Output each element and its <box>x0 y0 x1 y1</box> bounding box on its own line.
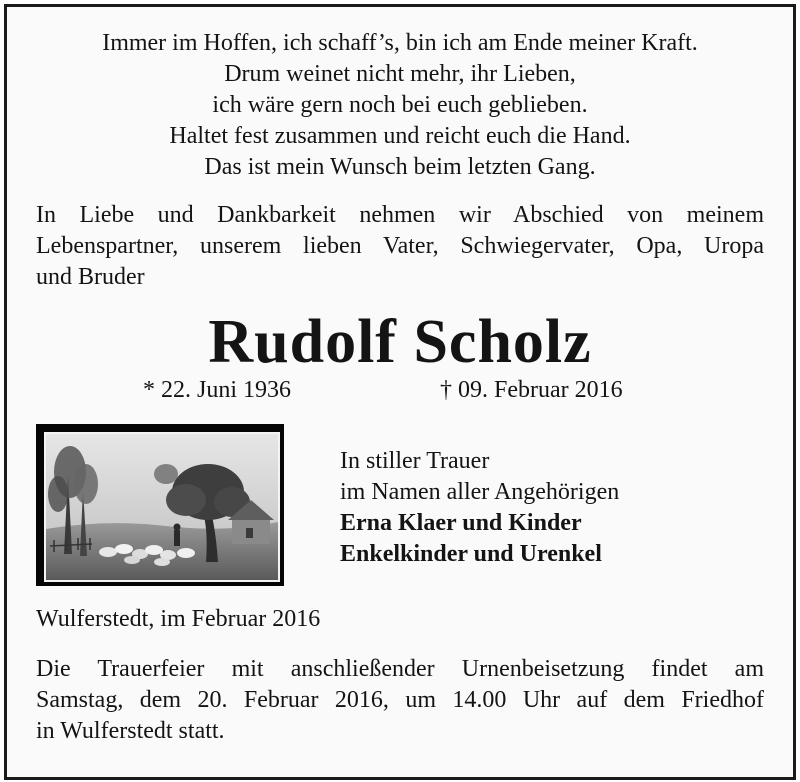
poem-line: Haltet fest zusammen und reicht euch die Hand. <box>169 123 631 149</box>
pastoral-scene-image <box>46 434 278 580</box>
relatives-line: im Namen aller Angehörigen <box>340 479 620 505</box>
poem-line: Das ist mein Wunsch beim letzten Gang. <box>204 154 596 180</box>
poem <box>0 28 800 183</box>
birth-date: * 22. Juni 1936 <box>143 377 292 403</box>
death-date: † 09. Februar 2016 <box>440 377 623 403</box>
funeral-line: Samstag, dem 20. Februar 2016, um 14.00 Uhr auf dem Friedhof <box>36 687 764 713</box>
place-date: Wulferstedt, im Februar 2016 <box>36 606 321 632</box>
intro-text <box>36 200 764 293</box>
intro-line: In Liebe und Dankbarkeit nehmen wir Abschied von meinem <box>36 202 764 228</box>
mourners-block <box>340 446 619 570</box>
deceased-name: Rudolf Scholz <box>208 308 592 376</box>
landscape-picture-inner <box>44 432 280 582</box>
funeral-info <box>36 654 764 747</box>
poem-line: Immer im Hoffen, ich schaff’s, bin ich am Ende meiner Kraft. <box>102 30 698 56</box>
mourning-line: In stiller Trauer <box>340 448 490 474</box>
funeral-line: in Wulferstedt statt. <box>36 718 225 744</box>
family-name: Enkelkinder und Urenkel <box>340 541 602 567</box>
intro-line: und Bruder <box>36 264 145 290</box>
funeral-line: Die Trauerfeier mit anschließender Urnenbeisetzung findet am <box>36 656 764 682</box>
family-name: Erna Klaer und Kinder <box>340 510 582 536</box>
poem-line: ich wäre gern noch bei euch geblieben. <box>212 92 588 118</box>
intro-line: Lebenspartner, unserem lieben Vater, Schwiegervater, Opa, Uropa <box>36 233 764 259</box>
landscape-picture <box>36 424 284 586</box>
poem-line: Drum weinet nicht mehr, ihr Lieben, <box>224 61 576 87</box>
